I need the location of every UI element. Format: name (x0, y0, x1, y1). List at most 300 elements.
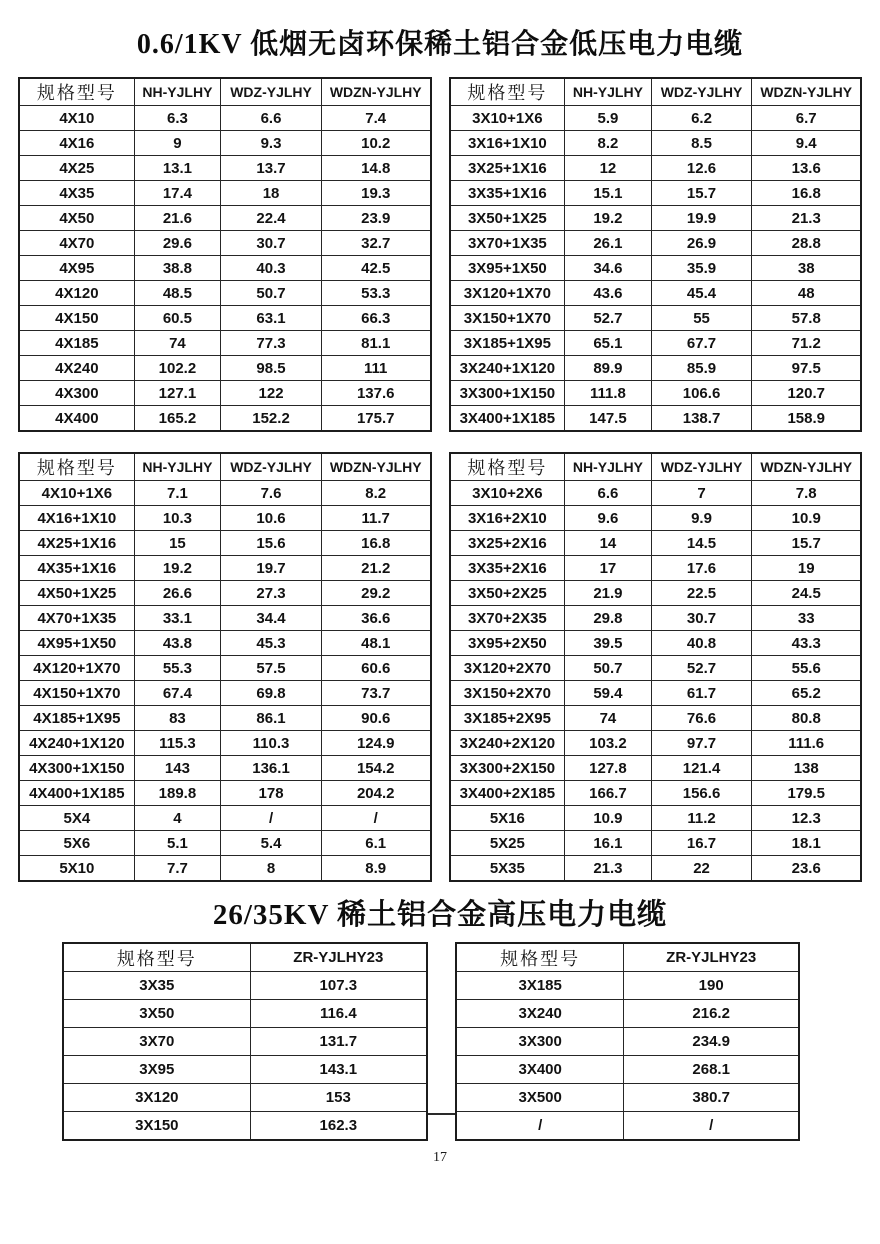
value-cell: 29.8 (565, 606, 651, 631)
value-cell: 83 (134, 706, 220, 731)
table-row (450, 356, 862, 381)
value-cell: 45.4 (651, 281, 752, 306)
table-row (19, 406, 431, 432)
value-cell: 18.1 (752, 831, 861, 856)
value-cell: 30.7 (221, 231, 322, 256)
value-cell: 8.9 (321, 856, 430, 882)
value-cell: 36.6 (321, 606, 430, 631)
value-cell: 7 (651, 481, 752, 506)
value-cell: 17.4 (134, 181, 220, 206)
spec-cell: 4X240 (19, 356, 134, 381)
spec-cell: 4X120+1X70 (19, 656, 134, 681)
value-cell: 14.8 (321, 156, 430, 181)
value-cell: 6.7 (752, 106, 861, 131)
value-cell: 98.5 (221, 356, 322, 381)
value-cell: 19 (752, 556, 861, 581)
value-cell: 127.1 (134, 381, 220, 406)
value-cell: 67.4 (134, 681, 220, 706)
value-cell: 10.2 (321, 131, 430, 156)
spec-cell: 4X10 (19, 106, 134, 131)
table-row (450, 731, 862, 756)
value-cell: 9.6 (565, 506, 651, 531)
spec-cell: 4X25+1X16 (19, 531, 134, 556)
spec-cell: 3X120+2X70 (450, 656, 565, 681)
value-cell: 19.3 (321, 181, 430, 206)
value-cell: 53.3 (321, 281, 430, 306)
value-cell: 121.4 (651, 756, 752, 781)
value-cell: 60.6 (321, 656, 430, 681)
value-cell: 17 (565, 556, 651, 581)
value-cell: 111 (321, 356, 430, 381)
value-cell: 48 (752, 281, 861, 306)
table-row (450, 506, 862, 531)
low-voltage-tables-row-1 (0, 77, 880, 432)
value-cell: 22.4 (221, 206, 322, 231)
table-row (19, 131, 431, 156)
value-cell: 5.4 (221, 831, 322, 856)
value-cell: 115.3 (134, 731, 220, 756)
table-row (450, 681, 862, 706)
value-cell: 21.9 (565, 581, 651, 606)
value-cell: 34.6 (565, 256, 651, 281)
table-row (450, 756, 862, 781)
value-cell: 10.3 (134, 506, 220, 531)
model-column-header: NH-YJLHY (134, 78, 220, 106)
value-cell: 7.7 (134, 856, 220, 882)
table-row (19, 331, 431, 356)
value-cell: 8.5 (651, 131, 752, 156)
value-cell: 22.5 (651, 581, 752, 606)
value-cell: 32.7 (321, 231, 430, 256)
value-cell: 71.2 (752, 331, 861, 356)
spec-cell: 3X300+2X150 (450, 756, 565, 781)
lv-table-3plus1 (449, 77, 863, 432)
value-cell: 30.7 (651, 606, 752, 631)
spec-cell: 4X10+1X6 (19, 481, 134, 506)
value-cell: 40.3 (221, 256, 322, 281)
value-cell: 380.7 (624, 1084, 799, 1112)
value-cell: / (624, 1112, 799, 1141)
value-cell: 40.8 (651, 631, 752, 656)
table-row (450, 481, 862, 506)
value-cell: 15.7 (752, 531, 861, 556)
spec-cell: / (456, 1112, 624, 1141)
page-number: 17 (433, 1150, 447, 1165)
table-row (450, 606, 862, 631)
value-cell: 27.3 (221, 581, 322, 606)
spec-cell: 3X300 (456, 1028, 624, 1056)
table-row (19, 181, 431, 206)
table-row (19, 156, 431, 181)
table-header-row (63, 943, 427, 972)
value-cell: 43.3 (752, 631, 861, 656)
value-cell: 15.1 (565, 181, 651, 206)
value-cell: 106.6 (651, 381, 752, 406)
value-cell: 80.8 (752, 706, 861, 731)
table-row (456, 1028, 799, 1056)
value-cell: 8 (221, 856, 322, 882)
value-cell: 9.3 (221, 131, 322, 156)
value-cell: 12 (565, 156, 651, 181)
table-row (450, 306, 862, 331)
spec-cell: 4X300+1X150 (19, 756, 134, 781)
value-cell: 22 (651, 856, 752, 882)
value-cell: 33.1 (134, 606, 220, 631)
value-cell: 85.9 (651, 356, 752, 381)
table-row (450, 856, 862, 882)
spec-column-header: 规格型号 (19, 453, 134, 481)
spec-cell: 3X240+1X120 (450, 356, 565, 381)
value-cell: 59.4 (565, 681, 651, 706)
value-cell: 4 (134, 806, 220, 831)
spec-cell: 3X185+2X95 (450, 706, 565, 731)
value-cell: 43.8 (134, 631, 220, 656)
value-cell: 33 (752, 606, 861, 631)
value-cell: 6.1 (321, 831, 430, 856)
value-cell: 63.1 (221, 306, 322, 331)
table-row (63, 972, 427, 1000)
spec-cell: 4X185+1X95 (19, 706, 134, 731)
value-cell: 60.5 (134, 306, 220, 331)
table-row (450, 256, 862, 281)
value-cell: 45.3 (221, 631, 322, 656)
table-row (19, 506, 431, 531)
spec-cell: 4X240+1X120 (19, 731, 134, 756)
value-cell: 18 (221, 181, 322, 206)
value-cell: 57.8 (752, 306, 861, 331)
value-cell: 66.3 (321, 306, 430, 331)
table-row (450, 631, 862, 656)
value-cell: 131.7 (250, 1028, 427, 1056)
value-cell: 55.6 (752, 656, 861, 681)
value-cell: 204.2 (321, 781, 430, 806)
value-cell: 162.3 (250, 1112, 427, 1141)
value-cell: 67.7 (651, 331, 752, 356)
value-cell: 43.6 (565, 281, 651, 306)
value-cell: 234.9 (624, 1028, 799, 1056)
table-row (19, 556, 431, 581)
table-row (450, 381, 862, 406)
table-connector-line (428, 1113, 455, 1115)
spec-cell: 4X150+1X70 (19, 681, 134, 706)
spec-cell: 5X25 (450, 831, 565, 856)
table-row (450, 831, 862, 856)
spec-cell: 3X400 (456, 1056, 624, 1084)
value-cell: 15 (134, 531, 220, 556)
value-cell: 21.2 (321, 556, 430, 581)
table-row (19, 106, 431, 131)
value-cell: 216.2 (624, 1000, 799, 1028)
model-column-header: WDZN-YJLHY (752, 78, 861, 106)
value-cell: 138 (752, 756, 861, 781)
value-cell: 111.6 (752, 731, 861, 756)
value-cell: / (321, 806, 430, 831)
value-cell: 10.9 (565, 806, 651, 831)
value-cell: 5.9 (565, 106, 651, 131)
table-row (450, 131, 862, 156)
value-cell: 179.5 (752, 781, 861, 806)
hv-table-small-sizes (62, 942, 428, 1141)
value-cell: 55.3 (134, 656, 220, 681)
value-cell: 11.2 (651, 806, 752, 831)
value-cell: 158.9 (752, 406, 861, 432)
value-cell: 17.6 (651, 556, 752, 581)
model-column-header: WDZ-YJLHY (221, 78, 322, 106)
value-cell: 165.2 (134, 406, 220, 432)
model-column-header: WDZ-YJLHY (651, 453, 752, 481)
spec-cell: 3X35 (63, 972, 250, 1000)
spec-cell: 3X120 (63, 1084, 250, 1112)
value-cell: 34.4 (221, 606, 322, 631)
value-cell: 10.6 (221, 506, 322, 531)
value-cell: 86.1 (221, 706, 322, 731)
value-cell: / (221, 806, 322, 831)
spec-cell: 3X10+2X6 (450, 481, 565, 506)
table-row (63, 1112, 427, 1141)
value-cell: 7.8 (752, 481, 861, 506)
spec-cell: 3X240+2X120 (450, 731, 565, 756)
value-cell: 35.9 (651, 256, 752, 281)
value-cell: 50.7 (221, 281, 322, 306)
table-row (19, 806, 431, 831)
value-cell: 52.7 (565, 306, 651, 331)
value-cell: 138.7 (651, 406, 752, 432)
hv-table-large-sizes (455, 942, 800, 1141)
value-cell: 5.1 (134, 831, 220, 856)
spec-cell: 3X16+1X10 (450, 131, 565, 156)
value-cell: 6.6 (221, 106, 322, 131)
spec-cell: 3X50+2X25 (450, 581, 565, 606)
value-cell: 89.9 (565, 356, 651, 381)
table-header-row (450, 453, 862, 481)
value-cell: 153 (250, 1084, 427, 1112)
spec-column-header: 规格型号 (19, 78, 134, 106)
table-row (63, 1056, 427, 1084)
value-cell: 152.2 (221, 406, 322, 432)
spec-cell: 4X300 (19, 381, 134, 406)
spec-cell: 4X400 (19, 406, 134, 432)
spec-cell: 4X150 (19, 306, 134, 331)
value-cell: 6.3 (134, 106, 220, 131)
table-row (456, 1056, 799, 1084)
value-cell: 268.1 (624, 1056, 799, 1084)
spec-column-header: 规格型号 (450, 78, 565, 106)
spec-cell: 3X185 (456, 972, 624, 1000)
table-row (450, 156, 862, 181)
value-cell: 7.4 (321, 106, 430, 131)
spec-cell: 5X35 (450, 856, 565, 882)
value-cell: 127.8 (565, 756, 651, 781)
table-row (19, 381, 431, 406)
value-cell: 14.5 (651, 531, 752, 556)
value-cell: 7.1 (134, 481, 220, 506)
value-cell: 65.1 (565, 331, 651, 356)
spec-cell: 3X35+2X16 (450, 556, 565, 581)
spec-cell: 3X95+1X50 (450, 256, 565, 281)
table-row (450, 206, 862, 231)
spec-cell: 3X185+1X95 (450, 331, 565, 356)
value-cell: 156.6 (651, 781, 752, 806)
table-row (450, 231, 862, 256)
value-cell: 81.1 (321, 331, 430, 356)
spec-cell: 5X4 (19, 806, 134, 831)
spec-cell: 3X50 (63, 1000, 250, 1028)
table-row (19, 531, 431, 556)
spec-cell: 3X120+1X70 (450, 281, 565, 306)
value-cell: 74 (565, 706, 651, 731)
table-row (450, 556, 862, 581)
value-cell: 15.6 (221, 531, 322, 556)
table-row (450, 781, 862, 806)
model-column-header: NH-YJLHY (134, 453, 220, 481)
value-cell: 97.7 (651, 731, 752, 756)
spec-cell: 3X16+2X10 (450, 506, 565, 531)
table-row (450, 281, 862, 306)
value-cell: 26.6 (134, 581, 220, 606)
table-row (19, 356, 431, 381)
spec-cell: 3X240 (456, 1000, 624, 1028)
table-row (19, 256, 431, 281)
table-row (450, 706, 862, 731)
value-cell: 50.7 (565, 656, 651, 681)
value-cell: 26.9 (651, 231, 752, 256)
spec-cell: 3X25+2X16 (450, 531, 565, 556)
value-cell: 23.6 (752, 856, 861, 882)
model-column-header: ZR-YJLHY23 (250, 943, 427, 972)
model-column-header: WDZN-YJLHY (321, 453, 430, 481)
model-column-header: WDZN-YJLHY (321, 78, 430, 106)
model-column-header: WDZ-YJLHY (651, 78, 752, 106)
spec-cell: 5X10 (19, 856, 134, 882)
value-cell: 74 (134, 331, 220, 356)
lv-table-4plus1 (18, 452, 432, 882)
value-cell: 12.3 (752, 806, 861, 831)
table-row (456, 1000, 799, 1028)
value-cell: 16.7 (651, 831, 752, 856)
value-cell: 6.6 (565, 481, 651, 506)
value-cell: 13.7 (221, 156, 322, 181)
value-cell: 124.9 (321, 731, 430, 756)
value-cell: 8.2 (321, 481, 430, 506)
spec-cell: 4X70+1X35 (19, 606, 134, 631)
table-row (450, 806, 862, 831)
spec-cell: 3X10+1X6 (450, 106, 565, 131)
value-cell: 15.7 (651, 181, 752, 206)
spec-cell: 4X35+1X16 (19, 556, 134, 581)
value-cell: 39.5 (565, 631, 651, 656)
spec-cell: 3X70 (63, 1028, 250, 1056)
spec-cell: 4X25 (19, 156, 134, 181)
value-cell: 23.9 (321, 206, 430, 231)
value-cell: 19.2 (565, 206, 651, 231)
table-row (450, 406, 862, 432)
spec-cell: 3X400+2X185 (450, 781, 565, 806)
value-cell: 65.2 (752, 681, 861, 706)
value-cell: 13.6 (752, 156, 861, 181)
table-row (63, 1084, 427, 1112)
spec-cell: 4X120 (19, 281, 134, 306)
table-row (19, 631, 431, 656)
spec-column-header: 规格型号 (450, 453, 565, 481)
spec-cell: 5X6 (19, 831, 134, 856)
value-cell: 111.8 (565, 381, 651, 406)
model-column-header: ZR-YJLHY23 (624, 943, 799, 972)
value-cell: 107.3 (250, 972, 427, 1000)
value-cell: 12.6 (651, 156, 752, 181)
value-cell: 136.1 (221, 756, 322, 781)
table-header-row (19, 453, 431, 481)
spec-cell: 4X95+1X50 (19, 631, 134, 656)
table-row (450, 181, 862, 206)
value-cell: 189.8 (134, 781, 220, 806)
model-column-header: WDZN-YJLHY (752, 453, 861, 481)
spec-cell: 3X70+2X35 (450, 606, 565, 631)
model-column-header: WDZ-YJLHY (221, 453, 322, 481)
table-row (19, 656, 431, 681)
table-row (19, 281, 431, 306)
spec-cell: 3X300+1X150 (450, 381, 565, 406)
table-row (19, 581, 431, 606)
spec-cell: 4X50 (19, 206, 134, 231)
value-cell: 143.1 (250, 1056, 427, 1084)
value-cell: 21.3 (752, 206, 861, 231)
lv-table-4core (18, 77, 432, 432)
table-row (450, 581, 862, 606)
spec-cell: 3X35+1X16 (450, 181, 565, 206)
value-cell: 154.2 (321, 756, 430, 781)
value-cell: 48.5 (134, 281, 220, 306)
value-cell: 103.2 (565, 731, 651, 756)
value-cell: 26.1 (565, 231, 651, 256)
value-cell: 9.9 (651, 506, 752, 531)
value-cell: 9 (134, 131, 220, 156)
value-cell: 97.5 (752, 356, 861, 381)
value-cell: 178 (221, 781, 322, 806)
value-cell: 7.6 (221, 481, 322, 506)
value-cell: 69.8 (221, 681, 322, 706)
spec-cell: 5X16 (450, 806, 565, 831)
table-row (19, 481, 431, 506)
high-voltage-tables-row (62, 942, 800, 1141)
table-row (450, 331, 862, 356)
table-row (456, 1084, 799, 1112)
value-cell: 57.5 (221, 656, 322, 681)
table-row (19, 856, 431, 882)
spec-column-header: 规格型号 (456, 943, 624, 972)
value-cell: 143 (134, 756, 220, 781)
table-row (450, 531, 862, 556)
value-cell: 14 (565, 531, 651, 556)
value-cell: 16.8 (321, 531, 430, 556)
table-header-row (450, 78, 862, 106)
spec-cell: 4X95 (19, 256, 134, 281)
value-cell: 19.7 (221, 556, 322, 581)
table-row (63, 1028, 427, 1056)
low-voltage-tables-row-2 (0, 452, 880, 882)
value-cell: 38.8 (134, 256, 220, 281)
lv-table-3plus2 (449, 452, 863, 882)
spec-cell: 4X50+1X25 (19, 581, 134, 606)
value-cell: 10.9 (752, 506, 861, 531)
value-cell: 16.8 (752, 181, 861, 206)
value-cell: 38 (752, 256, 861, 281)
value-cell: 77.3 (221, 331, 322, 356)
value-cell: 175.7 (321, 406, 430, 432)
spec-cell: 4X400+1X185 (19, 781, 134, 806)
value-cell: 76.6 (651, 706, 752, 731)
spec-cell: 3X25+1X16 (450, 156, 565, 181)
spec-cell: 4X70 (19, 231, 134, 256)
